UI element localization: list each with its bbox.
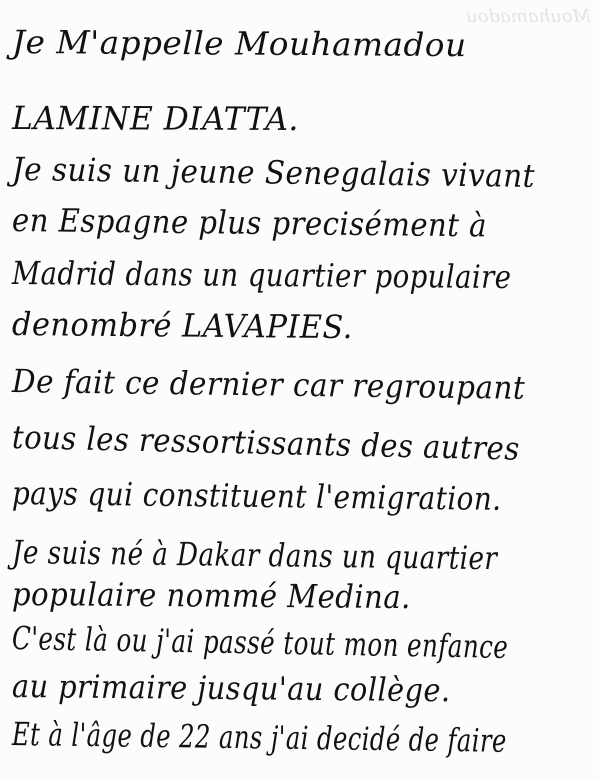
handwritten-line: en Espagne plus precisément à xyxy=(11,201,488,245)
handwritten-line: Madrid dans un quartier populaire xyxy=(11,254,512,297)
handwritten-line: Je suis un jeune Senegalais vivant xyxy=(11,150,536,195)
bleed-through-text: Mouhamadou xyxy=(466,6,591,27)
handwritten-line: C'est là ou j'ai passé tout mon enfance xyxy=(11,619,509,666)
handwritten-line: Et à l'âge de 22 ans j'ai decidé de faire xyxy=(11,715,507,760)
handwritten-line: Je suis né à Dakar dans un quartier xyxy=(11,533,498,578)
handwritten-line: au primaire jusqu'au collège. xyxy=(11,667,451,710)
handwritten-line: Je M'appelle Mouhamadou xyxy=(11,23,467,65)
handwritten-line: tous les ressortissants des autres xyxy=(11,418,521,468)
handwritten-line: denombré LAVAPIES. xyxy=(11,305,354,347)
handwritten-line: pays qui constituent l'emigration. xyxy=(11,474,502,518)
handwritten-line: LAMINE DIATTA. xyxy=(11,99,299,139)
handwritten-line: De fait ce dernier car regroupant xyxy=(11,362,526,407)
handwritten-line: populaire nommé Medina. xyxy=(11,575,411,617)
